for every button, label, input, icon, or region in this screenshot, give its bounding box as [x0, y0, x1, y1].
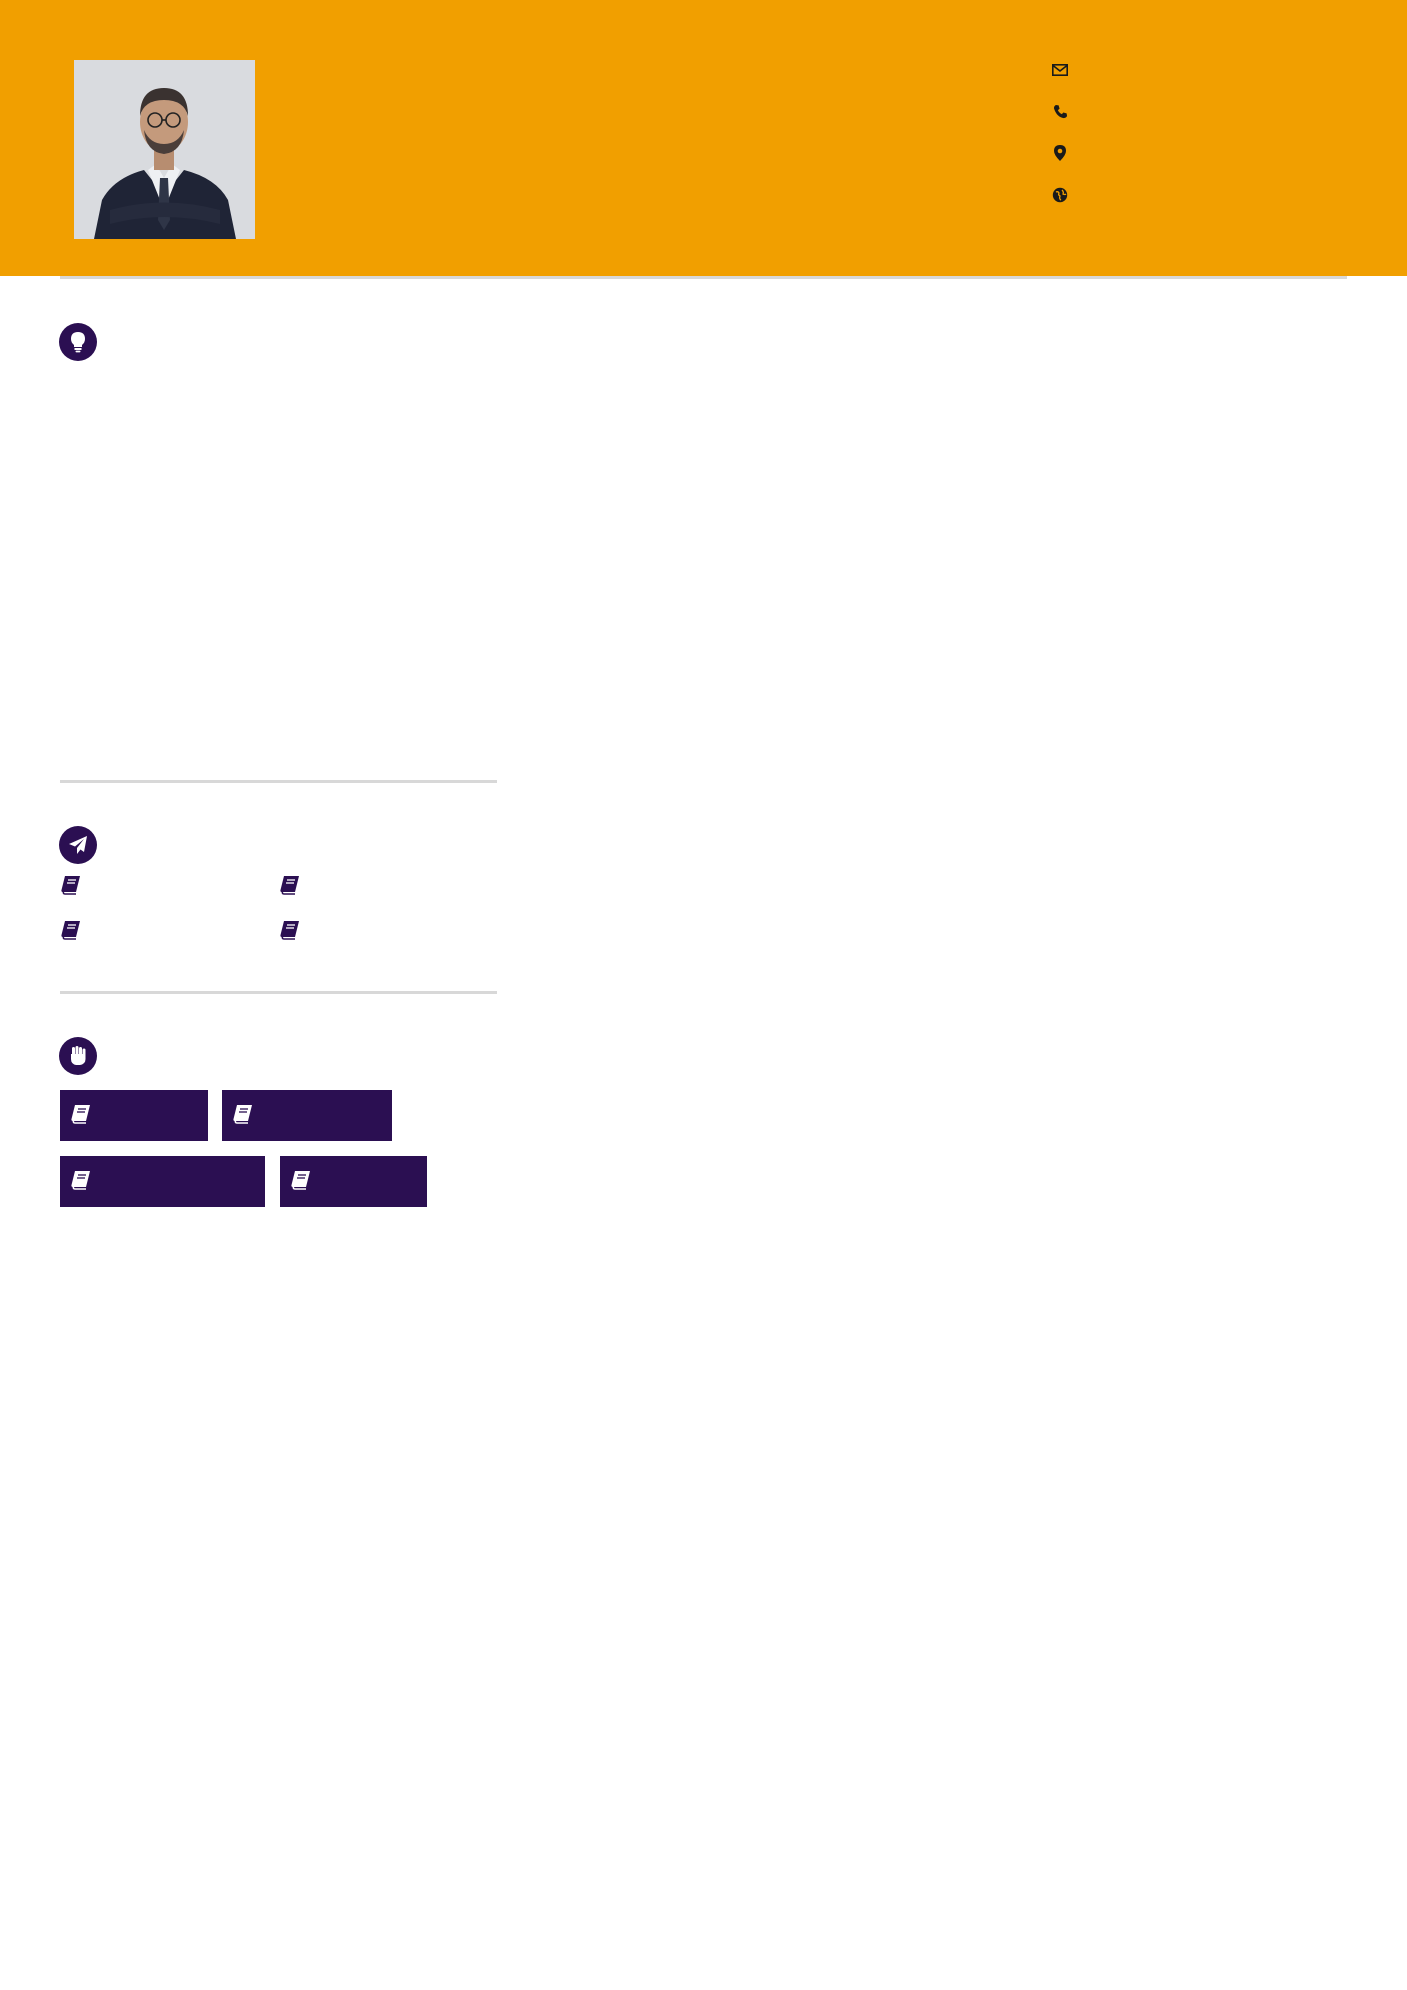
contact-email[interactable] — [1050, 57, 1070, 83]
skill-level-bar — [60, 421, 497, 429]
skill-level-segment — [60, 573, 86, 581]
strength-tag — [222, 1090, 392, 1141]
book-icon — [70, 1170, 91, 1194]
skill-level-segment — [60, 650, 86, 658]
strength-tag — [60, 1156, 265, 1207]
strength-tag — [60, 1090, 208, 1141]
skill-level-segment — [60, 726, 86, 734]
resume-header — [0, 0, 1407, 276]
contact-phone[interactable] — [1050, 98, 1070, 124]
section-divider — [60, 780, 497, 783]
book-icon — [279, 920, 300, 944]
book-icon — [60, 875, 81, 899]
skill-level-segment — [60, 421, 86, 429]
book-icon — [232, 1104, 253, 1128]
lightbulb-icon — [59, 323, 97, 361]
skill-level-bar — [60, 726, 497, 734]
profile-photo — [74, 60, 255, 239]
map-marker-icon — [1050, 143, 1070, 163]
book-icon — [70, 1104, 91, 1128]
book-icon — [290, 1170, 311, 1194]
globe-icon — [1050, 185, 1070, 205]
book-icon — [60, 920, 81, 944]
envelope-icon — [1050, 60, 1070, 80]
skill-level-segment — [60, 497, 86, 505]
header-divider — [60, 276, 1347, 279]
interest-item — [60, 917, 93, 947]
skill-level-bar — [60, 650, 497, 658]
strength-tag — [280, 1156, 427, 1207]
interest-item — [60, 872, 93, 902]
contact-website[interactable] — [1050, 182, 1070, 208]
book-icon — [279, 875, 300, 899]
contact-location — [1050, 140, 1070, 166]
skill-level-bar — [60, 497, 497, 505]
phone-icon — [1050, 101, 1070, 121]
skill-level-bar — [60, 573, 497, 581]
interest-item — [279, 872, 312, 902]
fist-icon — [59, 1037, 97, 1075]
section-divider — [60, 991, 497, 994]
interest-item — [279, 917, 312, 947]
paper-plane-icon — [59, 826, 97, 864]
